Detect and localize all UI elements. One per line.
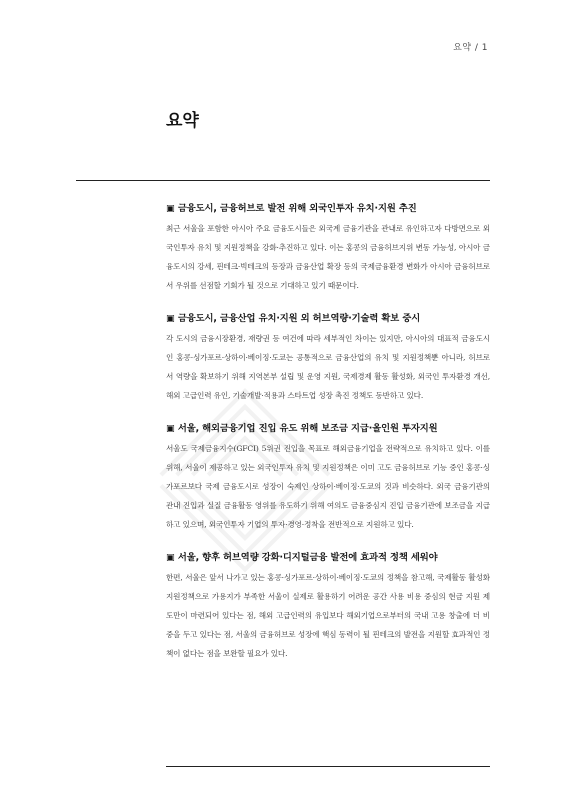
section-body: 서울도 국제금융지수(GFCI) 5위권 진입을 목표로 해외금융기업을 전략적으로 유치하고 있다. 이를 위해, 서울이 제공하고 있는 외국인투자 유치 및 지원정책은 이미 고도 금융허브로 기능 중인 홍콩·싱가포르보다 국제 금융도시로 성장이 숙제인 상하이·베이징·도쿄의 것과 비슷하다. 외국 금융기관의 관내 진입과 실질 금융활동 영위를 유도하기 위해 여의도 금융중심지 진입 금융기관에 보조금을 지급하고 있으며, 외국인투자 기업의 투자·경영·정착을 전반적으로 지원하고 있다. — [166, 444, 490, 529]
section-heading: ▣ 서울, 해외금융기업 진입 유도 위해 보조금 지급·올인원 투자지원 — [166, 423, 438, 434]
section-body: 한편, 서울은 앞서 나가고 있는 홍콩·싱가포르·상하이·베이징·도쿄의 정책을 참고해, 국제활동 활성화 지원정책으로 가용지가 부족한 서울이 실제로 활용하기 어려운 공간 사용 비용 중심의 현금 지원 제도만이 마련되어 있다는 점, 해외 고급인력의 유입보다 해외기업으로부터의 국내 고용 창출에 더 비중을 두고 있다는 점, 서울의 금융허브로 성장에 핵심 동력이 될 핀테크의 발전을 지원할 효과적인 정책이 없다는 점을 보완할 필요가 있다. — [166, 573, 490, 658]
bottom-divider — [166, 766, 490, 767]
section-body: 각 도시의 금융시장환경, 재량권 등 여건에 따라 세부적인 차이는 있지만, 아시아의 대표적 금융도시인 홍콩·싱가포르·상하이·베이징·도쿄는 공통적으로 금융산업의 유치 및 지원정책뿐 아니라, 허브로서 역량을 확보하기 위해 지역본부 설립 및 운영 지원, 국제경제 활동 활성화, 외국인 투자환경 개선, 해외 고급인력 유인, 기술개발·적용과 스타트업 성장 촉진 정책도 동반하고 있다. — [166, 334, 490, 400]
running-head: 요약 / 1 — [453, 43, 488, 53]
summary-section — [166, 420, 490, 534]
top-divider — [76, 180, 490, 181]
chapter-title: 요약 — [166, 111, 199, 131]
section-heading: ▣ 금융도시, 금융허브로 발전 위해 외국인투자 유치·지원 추진 — [166, 203, 417, 214]
section-body: 최근 서울을 포함한 아시아 주요 금융도시들은 외국계 금융기관을 관내로 유인하고자 다방면으로 외국인투자 유치 및 지원정책을 강화·추진하고 있다. 이는 홍콩의 금융허브지위 변동 가능성, 아시아 금융도시의 강세, 핀테크·빅테크의 등장과 금융산업 확장 등의 국제금융환경 변화가 아시아 금융허브로서 우위를 선점할 기회가 될 것으로 기대하고 있기 때문이다. — [166, 224, 490, 290]
section-heading: ▣ 서울, 향후 허브역량 강화·디지털금융 발전에 효과적 정책 세워야 — [166, 552, 438, 563]
summary-content — [166, 200, 490, 678]
summary-section — [166, 310, 490, 405]
section-heading: ▣ 금융도시, 금융산업 유치·지원 외 허브역량·기술력 확보 중시 — [166, 313, 421, 324]
summary-section — [166, 549, 490, 663]
summary-section — [166, 200, 490, 295]
